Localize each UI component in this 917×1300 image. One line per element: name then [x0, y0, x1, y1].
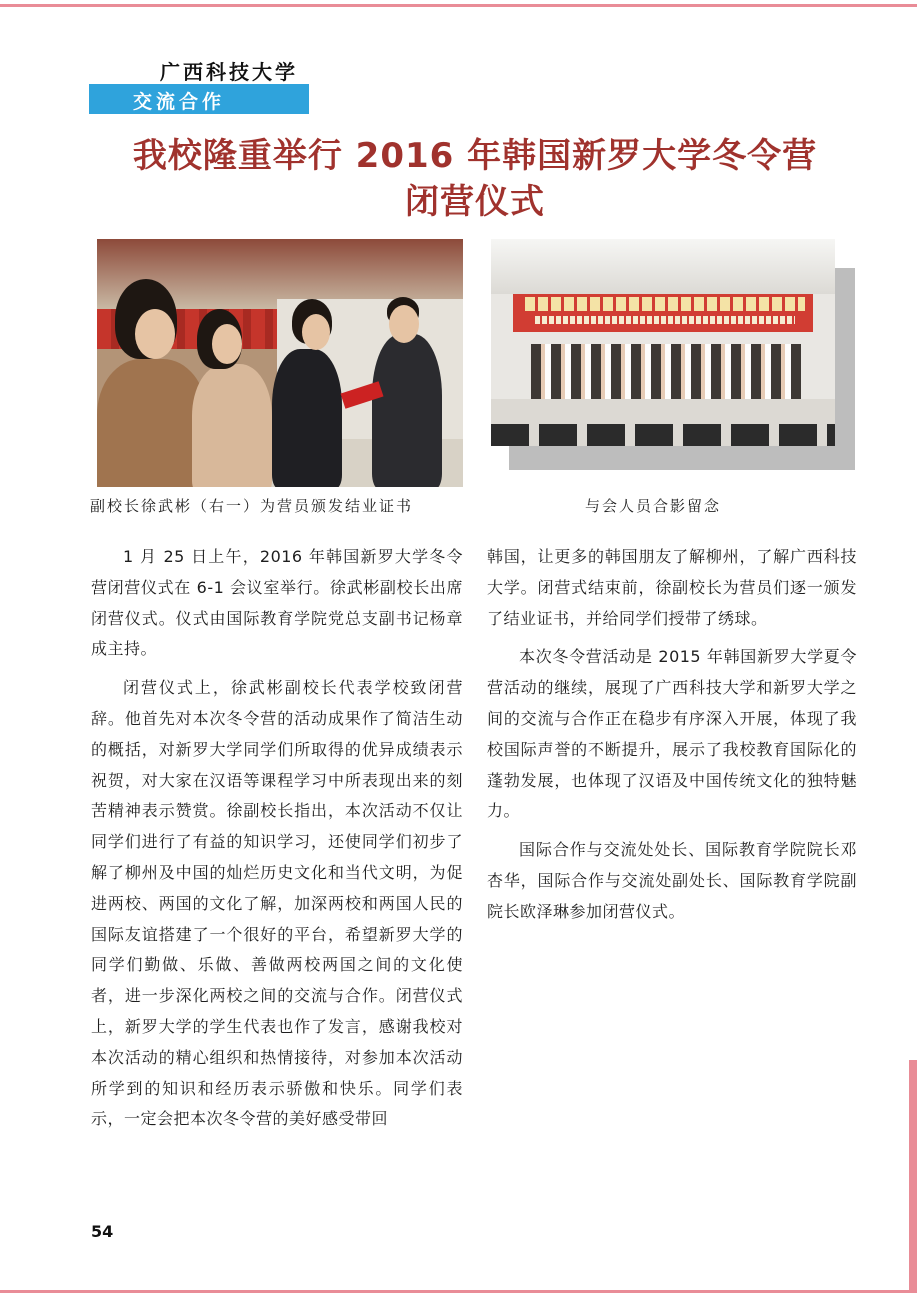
- section-bar-stripe: [351, 84, 357, 114]
- article-title-line2: 闭营仪式: [405, 182, 545, 222]
- paragraph: 本次冬令营活动是 2015 年韩国新罗大学夏令营活动的继续，展现了广西科技大学和新罗大学之间的交流与合作正在稳步有序深入开展，体现了我校国际声誉的不断提升，展示了我校教育国际化的蓬勃发展，也体现了汉语及中国传统文化的独特魅力。: [487, 647, 857, 821]
- section-label: 交流合作: [133, 91, 226, 113]
- school-name: 广西科技大学: [160, 60, 298, 84]
- photo-caption: 与会人员合影留念: [585, 497, 722, 515]
- top-rule: [0, 4, 917, 7]
- paragraph: 韩国，让更多的韩国朋友了解柳州，了解广西科技大学。闭营式结束前，徐副校长为营员们逐一颁发了结业证书，并给同学们授带了绣球。: [487, 547, 857, 628]
- article-column-left: [91, 542, 463, 1135]
- photo-caption: 副校长徐武彬（右一）为营员颁发结业证书: [90, 497, 414, 515]
- paragraph: 闭营仪式上，徐武彬副校长代表学校致闭营辞。他首先对本次冬令营的活动成果作了简洁生动的概括，对新罗大学同学们所取得的优异成绩表示祝贺，对大家在汉语等课程学习中所表现出来的刻苦精神表示赞赏。徐副校长指出，本次活动不仅让同学们进行了有益的知识学习，还使同学们初步了解了柳州及中国的灿烂历史文化和当代文明，为促进两校、两国的文化了解，加深两校和两国人民的国际友谊搭建了一个很好的平台，希望新罗大学的同学们勤做、乐做、善做两校两国之间的文化使者，进一步深化两校之间的交流与合作。闭营仪式上，新罗大学的学生代表也作了发言，感谢我校对本次活动的精心组织和热情接待，对参加本次活动所学到的知识和经历表示骄傲和快乐。同学们表示，一定会把本次冬令营的美好感受带回: [91, 678, 463, 1129]
- article-column-right: [487, 542, 857, 928]
- bottom-rule: [0, 1290, 917, 1293]
- paragraph: 1 月 25 日上午，2016 年韩国新罗大学冬令营闭营仪式在 6-1 会议室举行。徐武彬副校长出席闭营仪式。仪式由国际教育学院党总支副书记杨章成主持。: [91, 547, 463, 659]
- photo-group: [491, 239, 835, 446]
- page-edge-tab: [909, 1060, 917, 1290]
- section-bar: [89, 84, 309, 114]
- photo-certificate-ceremony: [97, 239, 463, 487]
- article-title-line1: 我校隆重举行 2016 年韩国新罗大学冬令营: [132, 136, 818, 176]
- section-bar-stripe: [373, 84, 377, 114]
- page-number: 54: [91, 1222, 114, 1241]
- paragraph: 国际合作与交流处处长、国际教育学院院长邓杏华，国际合作与交流处副处长、国际教育学院副院长欧泽琳参加闭营仪式。: [487, 840, 857, 921]
